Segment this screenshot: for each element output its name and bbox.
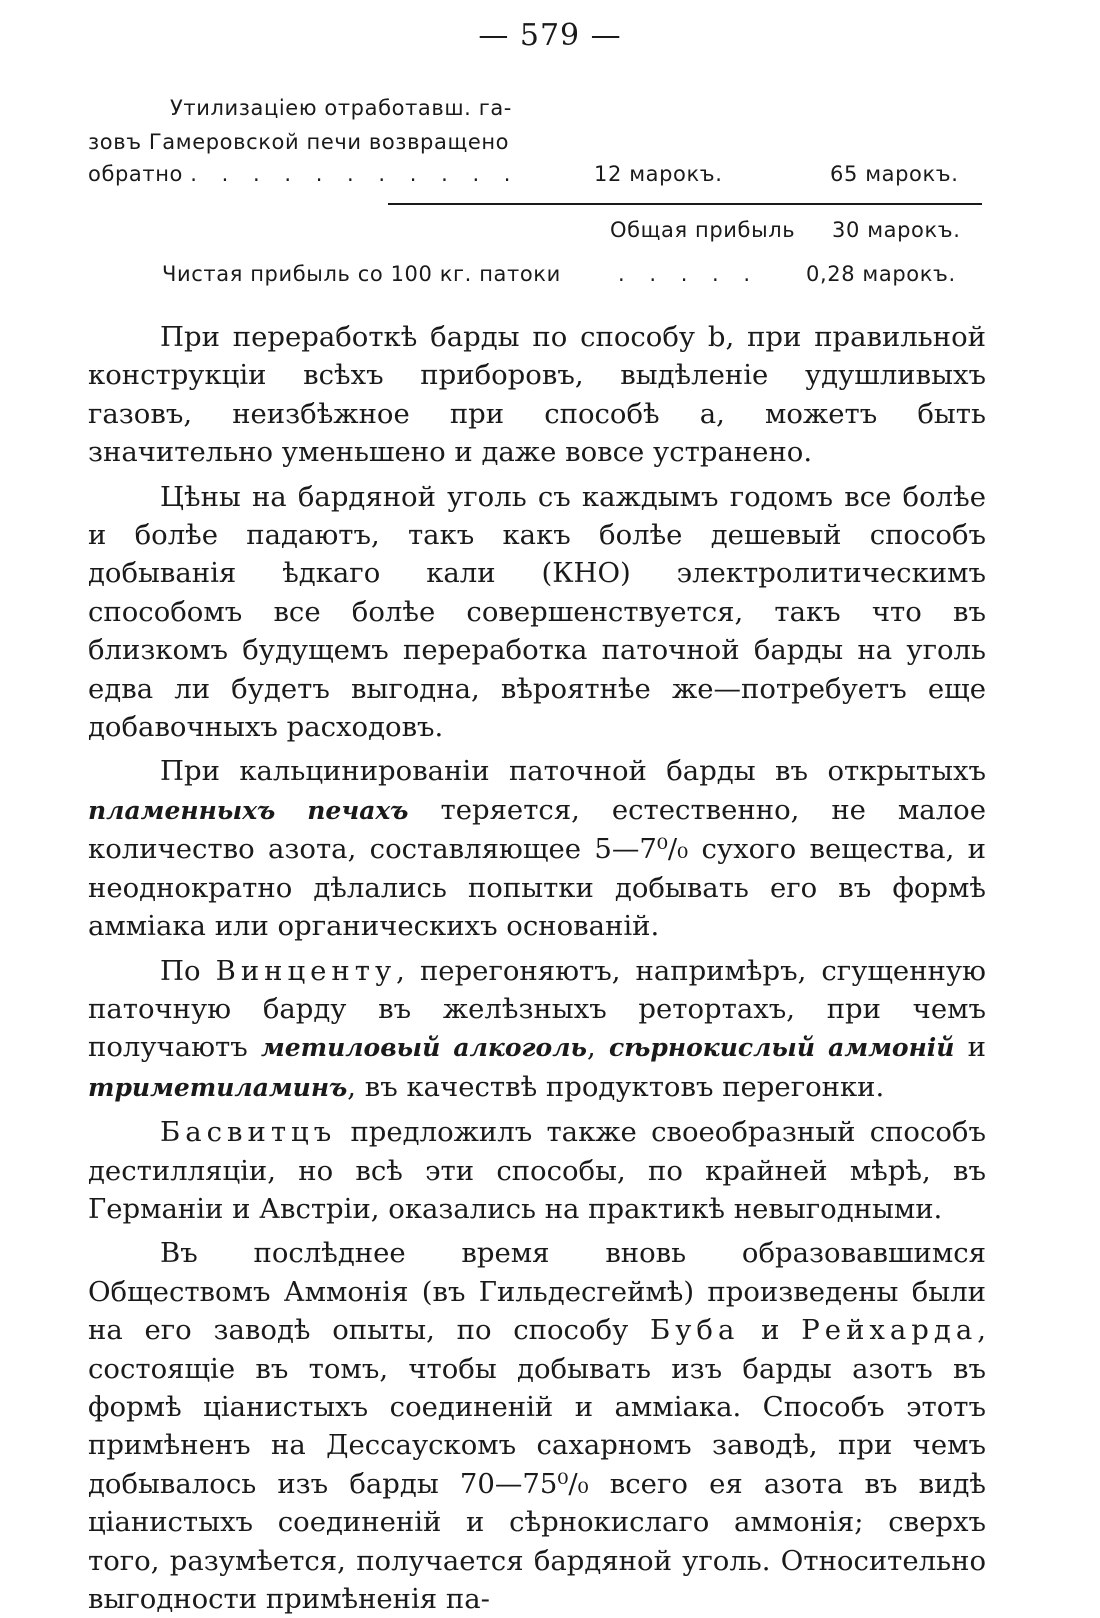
- table-cell-col1: 12 марокъ.: [594, 162, 723, 186]
- paragraph-6: [88, 1234, 986, 1618]
- net-profit-value: 0,28 марокъ.: [806, 262, 956, 286]
- p3-italic-term: пламенныхъ печахъ: [88, 795, 409, 825]
- p4-text-d: и: [967, 1031, 987, 1064]
- net-profit-text: Чистая прибыль со 100 кг. патоки: [162, 262, 561, 286]
- p4-text-b: , перегоняютъ, напримѣръ, сгущенную паточную барду въ желѣзныхъ ретортахъ, при чемъ получаютъ: [88, 954, 986, 1064]
- p4-italic-1: метиловый алкоголь: [260, 1033, 588, 1063]
- p6-text-c: , состоящiе въ томъ, чтобы добывать изъ барды азотъ въ формѣ цiанистыхъ соединенiй и амміака. Способъ этотъ примѣненъ на Дессаускомъ сахарномъ заводѣ, при чемъ добывалось изъ барды 70—75⁰/₀ всего ея азота въ видѣ цiанистыхъ соединенiй и сѣрнокислаго аммонiя; сверхъ того, разумѣется, получается бардяной уголь. Относительно выгодности примѣненiя па-: [88, 1314, 986, 1615]
- table-cell-col2: 65 марокъ.: [830, 162, 959, 186]
- p4-italic-2: сѣрнокислый аммонiй: [608, 1033, 955, 1063]
- table-line-3-leaders: . . . . . . . . . . .: [190, 162, 520, 186]
- page-number: — 579 —: [478, 18, 622, 53]
- p3-text-a: При кальцинированiи паточной барды въ открытыхъ: [160, 755, 986, 788]
- p6-text-a: Въ послѣднее время вновь образовавшимся Обществомъ Аммонiя (въ Гильдесгеймѣ) произведены были на его заводѣ опыты, по способу: [88, 1237, 986, 1347]
- p4-text-c: ,: [587, 1031, 596, 1064]
- paragraph-3: [88, 752, 986, 945]
- p4-text-e: , въ качествѣ продуктовъ перегонки.: [347, 1070, 885, 1103]
- paragraph-2: Цѣны на бардяной уголь съ каждымъ годомъ все болѣе и болѣе падаютъ, такъ какъ болѣе дешевый способъ добыванiя ѣдкаго кали (КНО) электролитическимъ способомъ все болѣе совершенствуется, такъ что въ близкомъ будущемъ переработка паточной барды на уголь едва ли будетъ выгодна, вѣроятнѣе же—потребуетъ еще добавочныхъ расходовъ.: [88, 480, 986, 744]
- p4-italic-3: триметиламинъ: [88, 1072, 348, 1102]
- sum-rule: [388, 203, 982, 205]
- p6-name-reichard: Рейхарда: [801, 1314, 978, 1347]
- total-profit-label: Общая прибыль: [610, 218, 796, 242]
- total-profit-value: 30 марокъ.: [832, 218, 961, 242]
- table-line-2: зовъ Гамеровской печи возвращено: [88, 130, 510, 154]
- net-profit-label: [162, 262, 561, 286]
- table-line-3-label: [88, 162, 519, 186]
- p5-name-baswitz: Басвитцъ: [160, 1116, 337, 1149]
- p4-text-a: По: [160, 954, 201, 987]
- table-line-1: Утилизацiею отработавш. га-: [170, 96, 512, 120]
- p6-name-bub: Буба: [650, 1314, 740, 1347]
- paragraph-4: [88, 952, 986, 1108]
- table-line-3-text: обратно: [88, 162, 184, 186]
- net-profit-leaders: . . . . .: [618, 262, 760, 286]
- paragraph-5: [88, 1113, 986, 1228]
- paragraph-1: При переработкѣ барды по способу b, при правильной конструкцiи всѣхъ приборовъ, выдѣленiе удушливыхъ газовъ, неизбѣжное при способѣ а, можетъ быть значительно уменьшено и даже вовсе устранено.: [88, 321, 986, 469]
- p4-name-vincent: Винценту: [215, 954, 397, 987]
- p5-text-b: предложилъ также своеобразный способъ дестилляцiи, но всѣ эти способы, по крайней мѣрѣ, въ Германiи и Австрiи, оказались на практикѣ невыгодными.: [88, 1116, 986, 1225]
- p3-text-b: теряется, естественно, не малое количество азота, составляющее 5—7⁰/₀ сухого вещества, и неоднократно дѣлались попытки добывать его въ формѣ амміака или органическихъ основанiй.: [88, 793, 987, 943]
- body-text: [88, 318, 986, 1618]
- p6-text-b: и: [761, 1314, 780, 1347]
